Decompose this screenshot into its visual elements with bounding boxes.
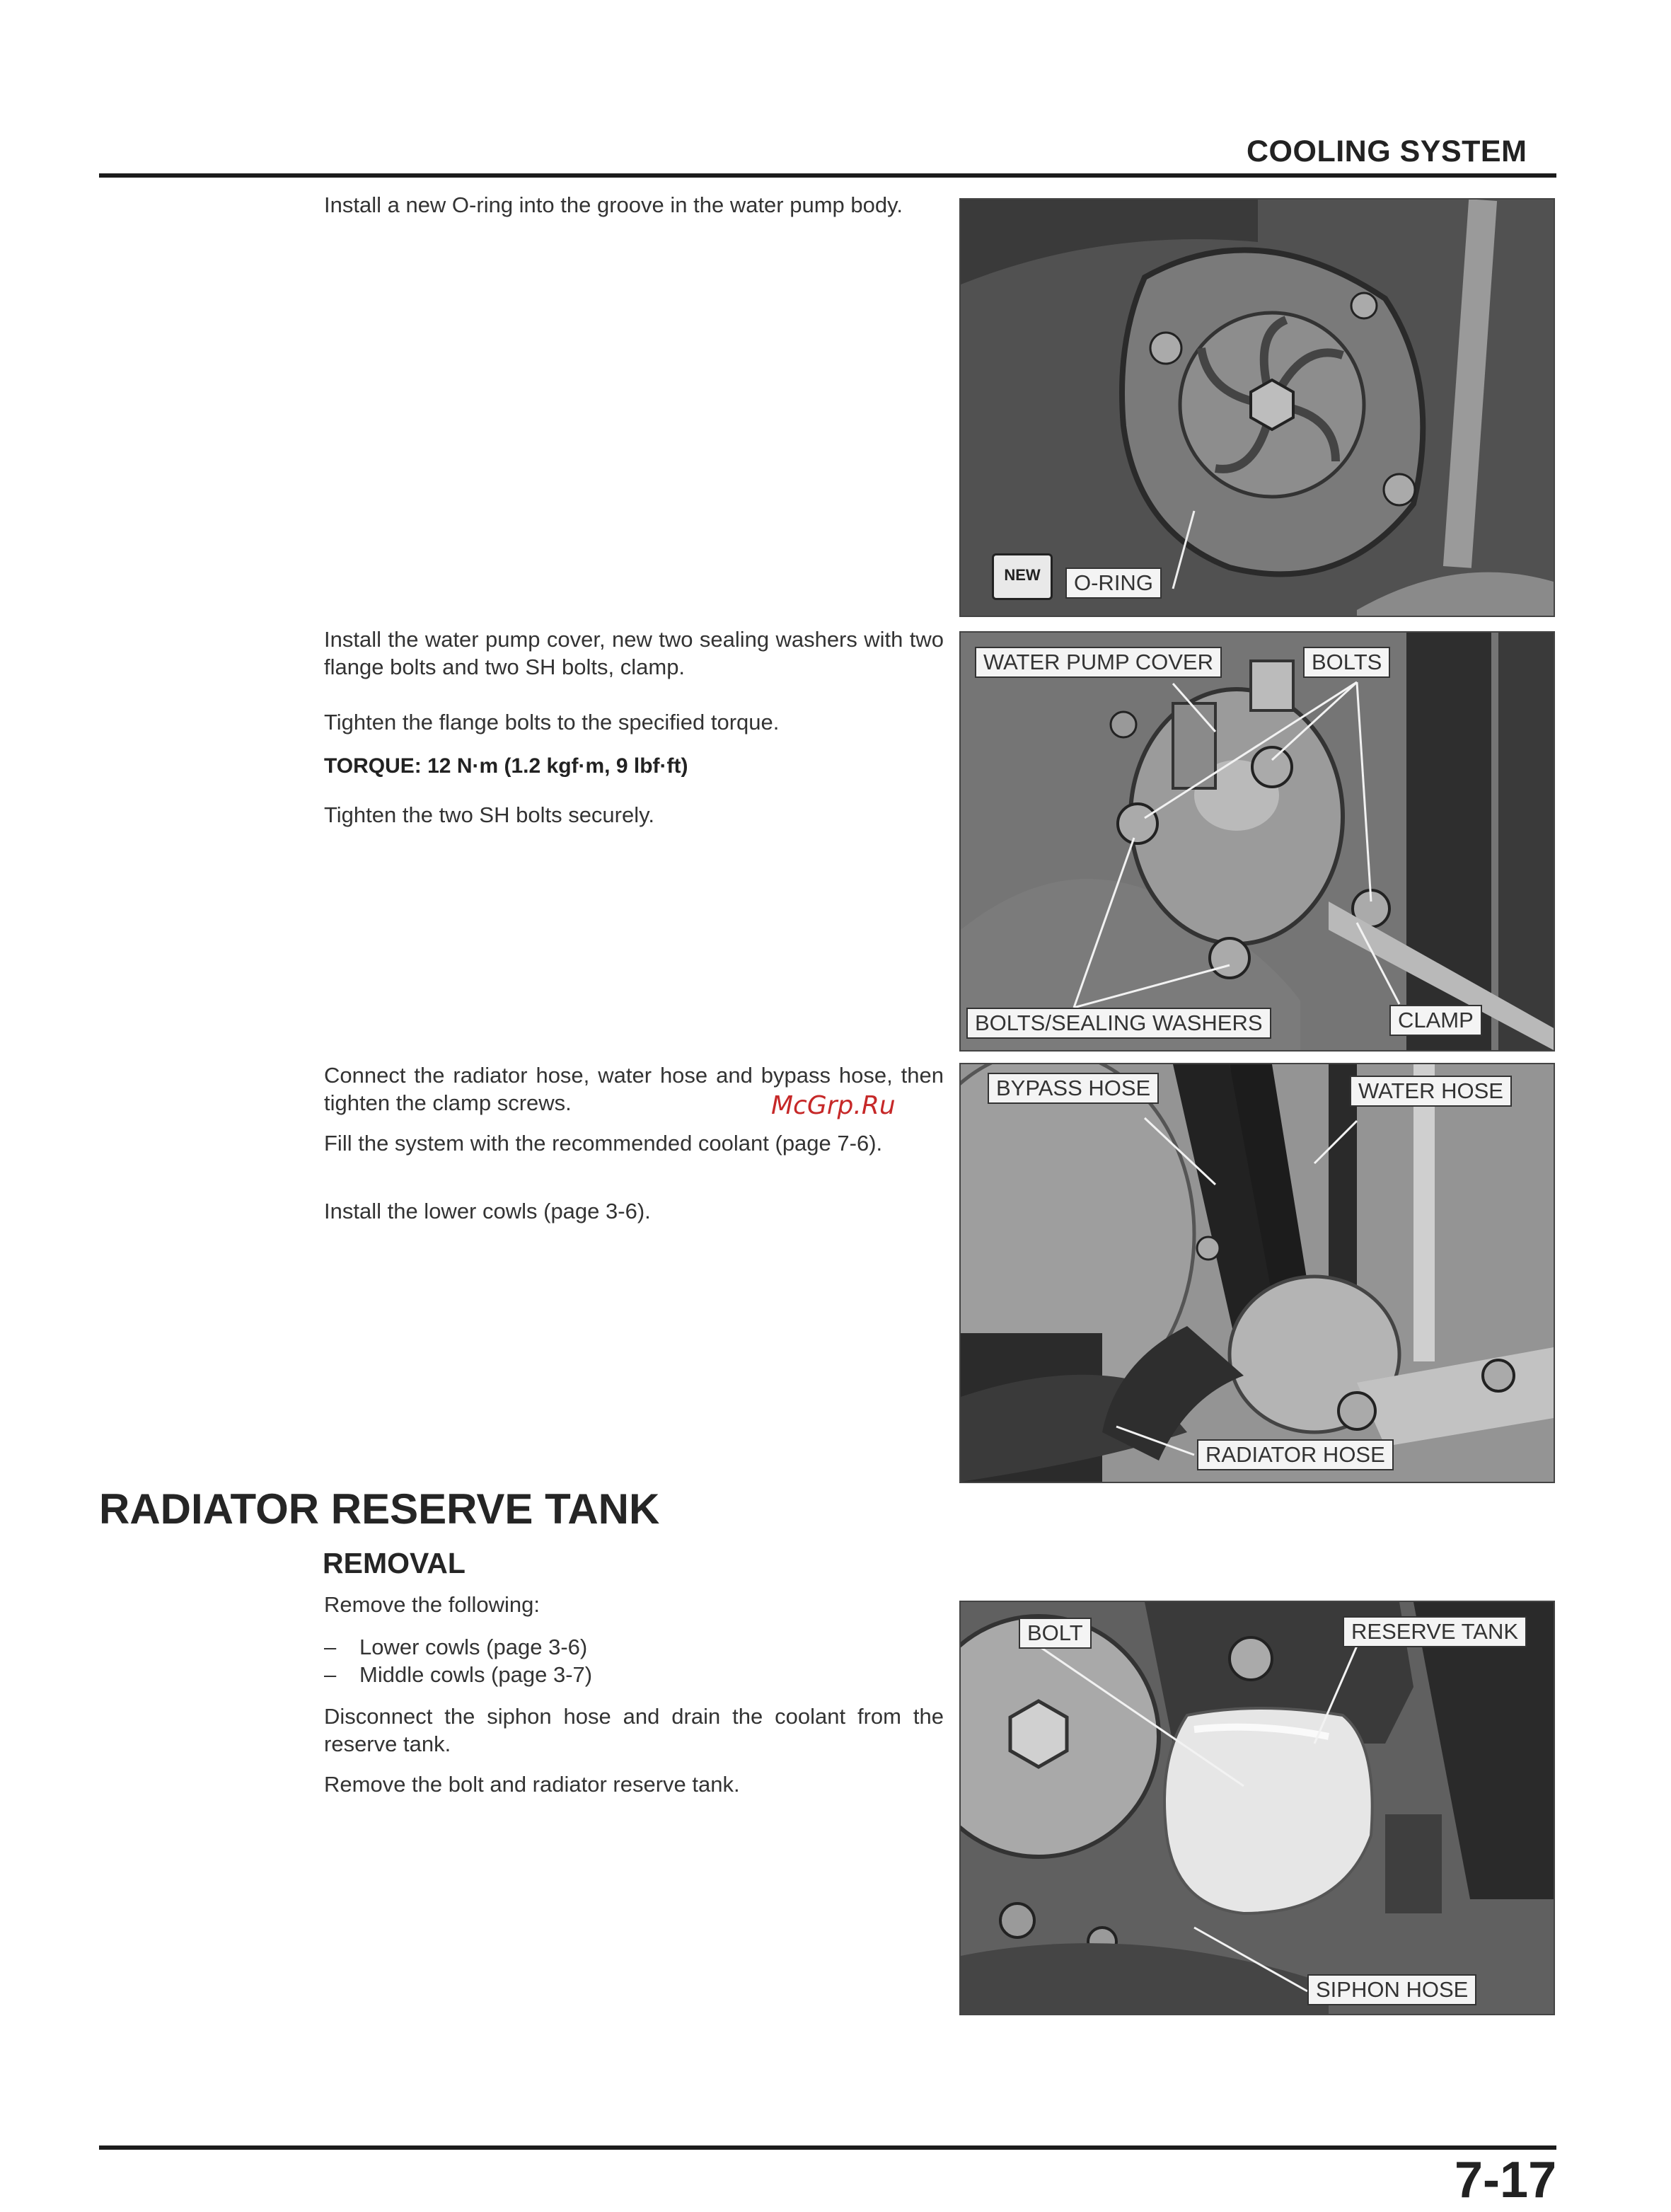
list-item: – Lower cowls (page 3-6) (324, 1633, 944, 1661)
label-clamp: CLAMP (1389, 1005, 1482, 1036)
torque-spec: TORQUE: 12 N·m (1.2 kgf·m, 9 lbf·ft) (324, 754, 688, 778)
step1-text: Install a new O-ring into the groove in the water pump body. (324, 192, 903, 217)
step3-text-body: Connect the radiator hose, water hose and bypass hose, then tighten the clamp screws. (324, 1063, 944, 1115)
label-siphon-hose: SIPHON HOSE (1307, 1974, 1476, 2005)
label-water-pump-cover: WATER PUMP COVER (975, 647, 1222, 678)
step2-text2: Tighten the flange bolts to the specified torque. (324, 710, 780, 735)
section2-text3: Remove the bolt and radiator reserve tank. (324, 1772, 740, 1797)
label-bolts-sealing-washers: BOLTS/SEALING WASHERS (966, 1008, 1271, 1039)
header-rule (99, 173, 1556, 178)
photo-hoses (959, 1063, 1555, 1483)
label-o-ring: O-RING (1065, 568, 1162, 599)
photo-water-pump-body (959, 198, 1555, 617)
label-bypass-hose: BYPASS HOSE (988, 1073, 1159, 1104)
watermark: McGrp.Ru (771, 1091, 896, 1120)
hoses-illustration (961, 1064, 1554, 1482)
reserve-tank-illustration (961, 1602, 1554, 2014)
photo-water-pump-cover (959, 631, 1555, 1052)
new-badge: NEW (992, 553, 1053, 600)
step3-text3: Install the lower cowls (page 3-6). (324, 1199, 651, 1223)
section2-title: RADIATOR RESERVE TANK (99, 1485, 660, 1533)
label-reserve-tank: RESERVE TANK (1343, 1616, 1527, 1647)
label-radiator-hose: RADIATOR HOSE (1197, 1439, 1394, 1470)
section2-text2: Disconnect the siphon hose and drain the coolant from the reserve tank. (324, 1704, 944, 1756)
label-bolt: BOLT (1019, 1618, 1092, 1649)
section2-subtitle: REMOVAL (323, 1547, 466, 1579)
step2-text: Install the water pump cover, new two sealing washers with two flange bolts and two SH bolts, clamp. (324, 627, 944, 679)
photo-reserve-tank (959, 1601, 1555, 2015)
label-bolts: BOLTS (1303, 647, 1390, 678)
footer-rule (99, 2145, 1556, 2150)
pump-cover-illustration (961, 633, 1554, 1050)
page-number: 7-17 (1455, 2152, 1557, 2208)
section2-intro: Remove the following: (324, 1592, 540, 1617)
list-item: – Middle cowls (page 3-7) (324, 1661, 944, 1688)
step2-text3: Tighten the two SH bolts securely. (324, 802, 654, 827)
section-title: COOLING SYSTEM (1247, 134, 1527, 168)
removal-list (324, 1633, 944, 1688)
label-water-hose: WATER HOSE (1350, 1076, 1512, 1107)
step3-text2: Fill the system with the recommended coolant (page 7-6). (324, 1131, 883, 1156)
